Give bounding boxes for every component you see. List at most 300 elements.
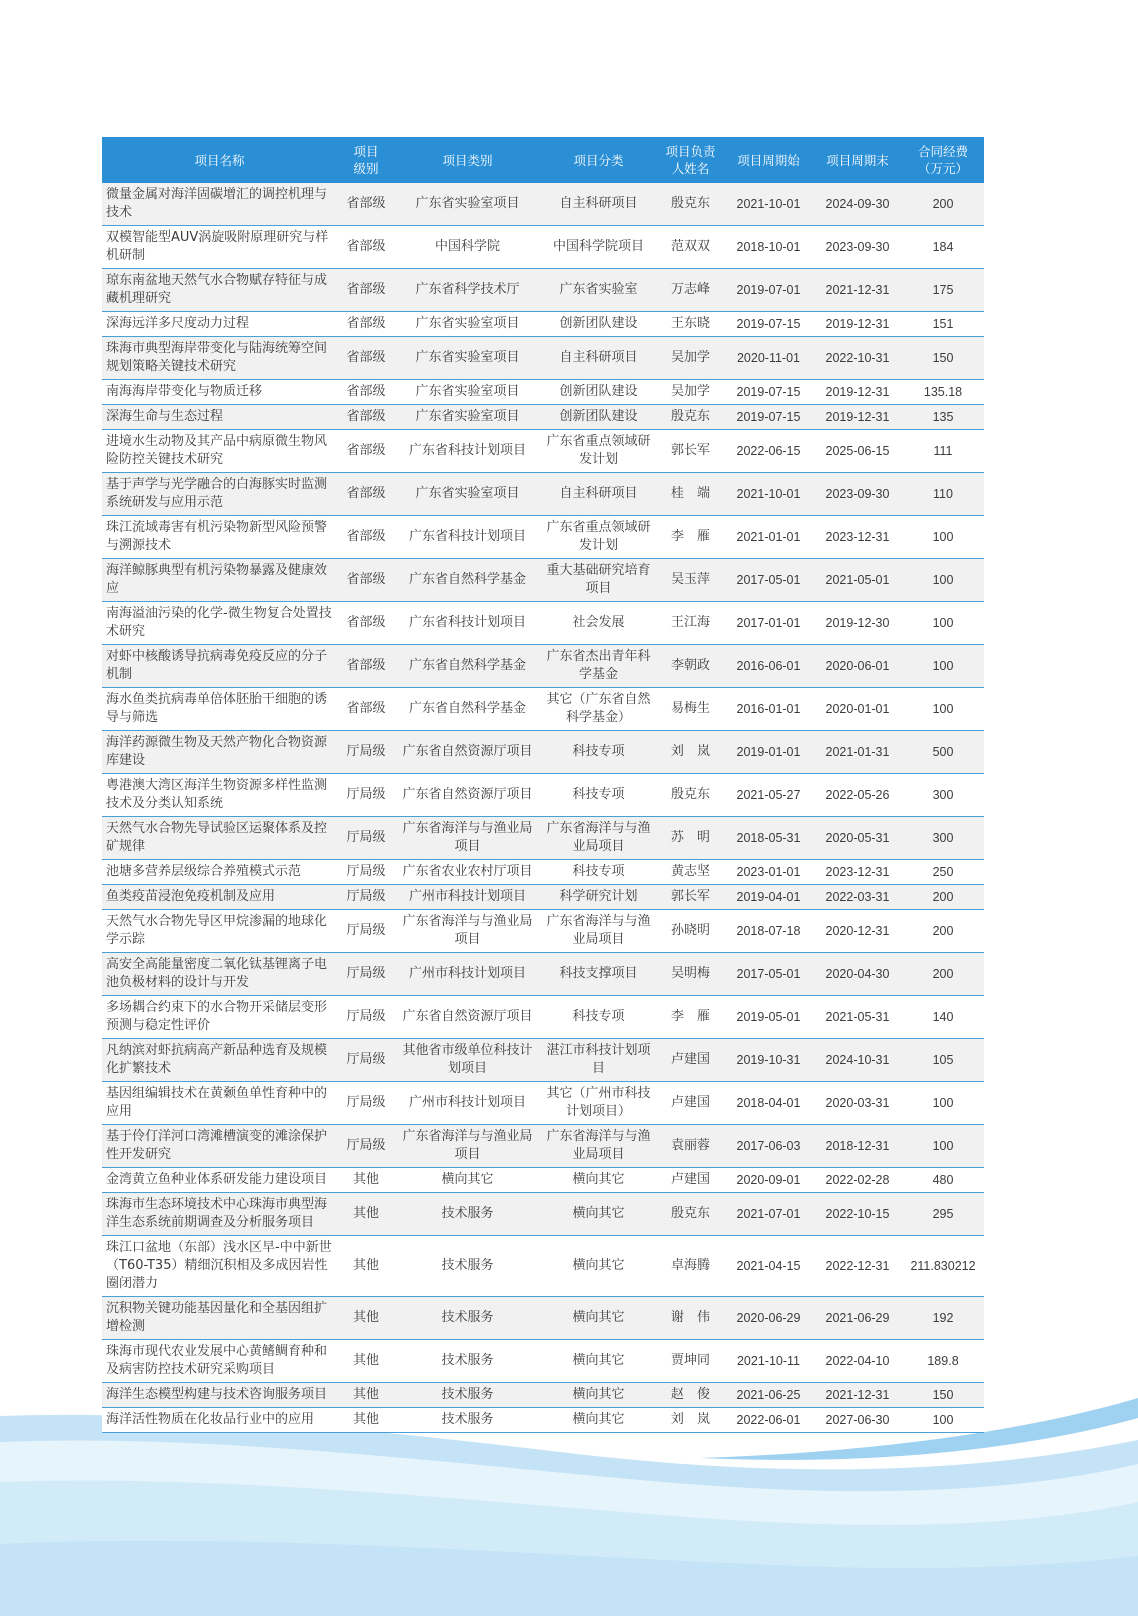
project-name-cell: 基于声学与光学融合的白海豚实时监测系统研发与应用示范 bbox=[102, 473, 337, 516]
project-name-cell: 沉积物关键功能基因量化和全基因组扩增检测 bbox=[102, 1297, 337, 1340]
period-start-cell: 2020-11-01 bbox=[724, 337, 813, 380]
project-name-cell: 珠江口盆地（东部）浅水区早-中中新世（T60-T35）精细沉积相及多成因岩性圈闭潜力 bbox=[102, 1236, 337, 1297]
header-period-start bbox=[724, 137, 813, 183]
project-name-cell: 双模智能型AUV涡旋吸附原理研究与样机研制 bbox=[102, 226, 337, 269]
project-leader-cell: 卢建国 bbox=[657, 1082, 724, 1125]
project-type-cell: 广东省自然资源厅项目 bbox=[395, 774, 540, 817]
header-label-line: 合同经费 bbox=[917, 144, 968, 159]
period-start-cell: 2018-05-31 bbox=[724, 817, 813, 860]
contract-funding-cell: 480 bbox=[902, 1168, 984, 1193]
period-start-cell: 2021-10-01 bbox=[724, 473, 813, 516]
period-start-cell: 2019-10-31 bbox=[724, 1039, 813, 1082]
project-leader-cell: 黄志坚 bbox=[657, 860, 724, 885]
project-name-cell: 天然气水合物先导区甲烷渗漏的地球化学示踪 bbox=[102, 910, 337, 953]
header-row bbox=[102, 137, 984, 183]
period-start-cell: 2018-04-01 bbox=[724, 1082, 813, 1125]
project-leader-cell: 孙晓明 bbox=[657, 910, 724, 953]
project-name-cell: 天然气水合物先导试验区运聚体系及控矿规律 bbox=[102, 817, 337, 860]
project-name-cell: 凡纳滨对虾抗病高产新品种选育及规模化扩繁技术 bbox=[102, 1039, 337, 1082]
period-start-cell: 2021-10-11 bbox=[724, 1340, 813, 1383]
table-row bbox=[102, 516, 984, 559]
project-level-cell: 省部级 bbox=[337, 380, 395, 405]
period-end-cell: 2019-12-31 bbox=[813, 405, 902, 430]
contract-funding-cell: 211.830212 bbox=[902, 1236, 984, 1297]
period-start-cell: 2017-05-01 bbox=[724, 559, 813, 602]
project-leader-cell: 谢 伟 bbox=[657, 1297, 724, 1340]
project-category-cell: 重大基础研究培育项目 bbox=[540, 559, 657, 602]
project-level-cell: 厅局级 bbox=[337, 774, 395, 817]
project-leader-cell: 王江海 bbox=[657, 602, 724, 645]
project-category-cell: 科学研究计划 bbox=[540, 885, 657, 910]
project-type-cell: 中国科学院 bbox=[395, 226, 540, 269]
header-project-type bbox=[395, 137, 540, 183]
contract-funding-cell: 140 bbox=[902, 996, 984, 1039]
project-category-cell: 广东省海洋与与渔业局项目 bbox=[540, 910, 657, 953]
table-row bbox=[102, 269, 984, 312]
project-category-cell: 湛江市科技计划项目 bbox=[540, 1039, 657, 1082]
period-end-cell: 2019-12-31 bbox=[813, 312, 902, 337]
project-level-cell: 其他 bbox=[337, 1297, 395, 1340]
period-end-cell: 2019-12-31 bbox=[813, 380, 902, 405]
project-category-cell: 广东省实验室 bbox=[540, 269, 657, 312]
period-start-cell: 2016-01-01 bbox=[724, 688, 813, 731]
project-type-cell: 技术服务 bbox=[395, 1408, 540, 1433]
project-category-cell: 其它（广东省自然科学基金） bbox=[540, 688, 657, 731]
project-category-cell: 自主科研项目 bbox=[540, 337, 657, 380]
project-name-cell: 对虾中核酸诱导抗病毒免疫反应的分子机制 bbox=[102, 645, 337, 688]
project-category-cell: 横向其它 bbox=[540, 1193, 657, 1236]
project-name-cell: 琼东南盆地天然气水合物赋存特征与成藏机理研究 bbox=[102, 269, 337, 312]
project-name-cell: 基于伶仃洋河口湾滩槽演变的滩涂保护性开发研究 bbox=[102, 1125, 337, 1168]
project-leader-cell: 桂 端 bbox=[657, 473, 724, 516]
project-leader-cell: 易梅生 bbox=[657, 688, 724, 731]
project-type-cell: 广东省自然科学基金 bbox=[395, 559, 540, 602]
period-end-cell: 2022-10-31 bbox=[813, 337, 902, 380]
project-category-cell: 广东省重点领域研发计划 bbox=[540, 430, 657, 473]
project-type-cell: 广州市科技计划项目 bbox=[395, 953, 540, 996]
project-level-cell: 厅局级 bbox=[337, 1039, 395, 1082]
table-row bbox=[102, 312, 984, 337]
contract-funding-cell: 135 bbox=[902, 405, 984, 430]
period-start-cell: 2019-07-15 bbox=[724, 405, 813, 430]
header-label-line: 项目周期始 bbox=[737, 152, 800, 168]
project-type-cell: 其他省市级单位科技计划项目 bbox=[395, 1039, 540, 1082]
period-start-cell: 2019-07-01 bbox=[724, 269, 813, 312]
project-level-cell: 省部级 bbox=[337, 602, 395, 645]
project-level-cell: 省部级 bbox=[337, 337, 395, 380]
project-name-cell: 珠江流域毒害有机污染物新型风险预警与溯源技术 bbox=[102, 516, 337, 559]
header-label-line: 项目类别 bbox=[442, 152, 493, 168]
project-type-cell: 广东省科学技术厅 bbox=[395, 269, 540, 312]
project-category-cell: 科技专项 bbox=[540, 860, 657, 885]
project-type-cell: 广东省农业农村厅项目 bbox=[395, 860, 540, 885]
project-type-cell: 广东省自然资源厅项目 bbox=[395, 731, 540, 774]
table-row bbox=[102, 183, 984, 226]
period-end-cell: 2023-12-31 bbox=[813, 860, 902, 885]
project-level-cell: 其他 bbox=[337, 1340, 395, 1383]
project-name-cell: 珠海市现代农业发展中心黄鳍鲷育种和及病害防控技术研究采购项目 bbox=[102, 1340, 337, 1383]
period-end-cell: 2021-05-01 bbox=[813, 559, 902, 602]
contract-funding-cell: 300 bbox=[902, 817, 984, 860]
project-name-cell: 鱼类疫苗浸泡免疫机制及应用 bbox=[102, 885, 337, 910]
project-name-cell: 高安全高能量密度二氧化钛基锂离子电池负极材料的设计与开发 bbox=[102, 953, 337, 996]
contract-funding-cell: 111 bbox=[902, 430, 984, 473]
contract-funding-cell: 100 bbox=[902, 602, 984, 645]
header-project-level bbox=[337, 137, 395, 183]
table-row bbox=[102, 774, 984, 817]
table-row bbox=[102, 817, 984, 860]
project-type-cell: 广东省实验室项目 bbox=[395, 337, 540, 380]
period-end-cell: 2022-03-31 bbox=[813, 885, 902, 910]
project-name-cell: 珠海市生态环境技术中心珠海市典型海洋生态系统前期调查及分析服务项目 bbox=[102, 1193, 337, 1236]
table-row bbox=[102, 860, 984, 885]
project-level-cell: 厅局级 bbox=[337, 1125, 395, 1168]
period-start-cell: 2019-05-01 bbox=[724, 996, 813, 1039]
header-project-category bbox=[540, 137, 657, 183]
project-category-cell: 科技专项 bbox=[540, 996, 657, 1039]
project-category-cell: 自主科研项目 bbox=[540, 183, 657, 226]
header-label-line: 项目 bbox=[353, 144, 379, 159]
project-category-cell: 横向其它 bbox=[540, 1236, 657, 1297]
project-leader-cell: 吴加学 bbox=[657, 380, 724, 405]
contract-funding-cell: 200 bbox=[902, 953, 984, 996]
contract-funding-cell: 175 bbox=[902, 269, 984, 312]
project-type-cell: 广东省科技计划项目 bbox=[395, 602, 540, 645]
project-name-cell: 微量金属对海洋固碳增汇的调控机理与技术 bbox=[102, 183, 337, 226]
projects-table-container bbox=[102, 137, 976, 1433]
contract-funding-cell: 100 bbox=[902, 1082, 984, 1125]
project-category-cell: 中国科学院项目 bbox=[540, 226, 657, 269]
period-end-cell: 2022-05-26 bbox=[813, 774, 902, 817]
table-row bbox=[102, 473, 984, 516]
table-row bbox=[102, 602, 984, 645]
project-type-cell: 广东省科技计划项目 bbox=[395, 516, 540, 559]
project-name-cell: 珠海市典型海岸带变化与陆海统筹空间规划策略关键技术研究 bbox=[102, 337, 337, 380]
project-level-cell: 省部级 bbox=[337, 516, 395, 559]
project-name-cell: 金湾黄立鱼种业体系研发能力建设项目 bbox=[102, 1168, 337, 1193]
project-level-cell: 厅局级 bbox=[337, 1082, 395, 1125]
period-end-cell: 2025-06-15 bbox=[813, 430, 902, 473]
table-row bbox=[102, 1340, 984, 1383]
contract-funding-cell: 100 bbox=[902, 645, 984, 688]
period-end-cell: 2021-12-31 bbox=[813, 269, 902, 312]
project-name-cell: 海洋生态模型构建与技术咨询服务项目 bbox=[102, 1383, 337, 1408]
project-name-cell: 多场耦合约束下的水合物开采储层变形预测与稳定性评价 bbox=[102, 996, 337, 1039]
project-leader-cell: 吴玉萍 bbox=[657, 559, 724, 602]
header-project-name bbox=[102, 137, 337, 183]
period-start-cell: 2022-06-01 bbox=[724, 1408, 813, 1433]
period-start-cell: 2021-04-15 bbox=[724, 1236, 813, 1297]
project-leader-cell: 刘 岚 bbox=[657, 731, 724, 774]
contract-funding-cell: 295 bbox=[902, 1193, 984, 1236]
header-label-line: 项目名称 bbox=[194, 152, 245, 168]
period-end-cell: 2019-12-30 bbox=[813, 602, 902, 645]
project-type-cell: 广东省实验室项目 bbox=[395, 183, 540, 226]
period-end-cell: 2022-10-15 bbox=[813, 1193, 902, 1236]
project-leader-cell: 殷克东 bbox=[657, 405, 724, 430]
period-end-cell: 2024-09-30 bbox=[813, 183, 902, 226]
project-level-cell: 厅局级 bbox=[337, 885, 395, 910]
contract-funding-cell: 189.8 bbox=[902, 1340, 984, 1383]
project-level-cell: 厅局级 bbox=[337, 910, 395, 953]
project-type-cell: 广东省科技计划项目 bbox=[395, 430, 540, 473]
table-row bbox=[102, 1125, 984, 1168]
project-level-cell: 厅局级 bbox=[337, 731, 395, 774]
project-leader-cell: 万志峰 bbox=[657, 269, 724, 312]
project-type-cell: 广东省实验室项目 bbox=[395, 473, 540, 516]
project-level-cell: 其他 bbox=[337, 1168, 395, 1193]
contract-funding-cell: 200 bbox=[902, 183, 984, 226]
period-end-cell: 2023-09-30 bbox=[813, 473, 902, 516]
project-name-cell: 基因组编辑技术在黄颡鱼单性育种中的应用 bbox=[102, 1082, 337, 1125]
project-level-cell: 省部级 bbox=[337, 688, 395, 731]
period-start-cell: 2021-07-01 bbox=[724, 1193, 813, 1236]
period-end-cell: 2020-05-31 bbox=[813, 817, 902, 860]
table-row bbox=[102, 688, 984, 731]
project-category-cell: 广东省海洋与与渔业局项目 bbox=[540, 817, 657, 860]
table-body bbox=[102, 183, 984, 1433]
period-end-cell: 2021-12-31 bbox=[813, 1383, 902, 1408]
period-start-cell: 2021-01-01 bbox=[724, 516, 813, 559]
table-row bbox=[102, 430, 984, 473]
contract-funding-cell: 100 bbox=[902, 1125, 984, 1168]
project-name-cell: 进境水生动物及其产品中病原微生物风险防控关键技术研究 bbox=[102, 430, 337, 473]
period-end-cell: 2022-04-10 bbox=[813, 1340, 902, 1383]
table-row bbox=[102, 1039, 984, 1082]
project-level-cell: 省部级 bbox=[337, 473, 395, 516]
project-type-cell: 广州市科技计划项目 bbox=[395, 885, 540, 910]
header-label-line: 级别 bbox=[353, 161, 379, 176]
project-level-cell: 其他 bbox=[337, 1236, 395, 1297]
header-project-leader bbox=[657, 137, 724, 183]
project-name-cell: 南海溢油污染的化学-微生物复合处置技术研究 bbox=[102, 602, 337, 645]
period-end-cell: 2027-06-30 bbox=[813, 1408, 902, 1433]
project-category-cell: 广东省海洋与与渔业局项目 bbox=[540, 1125, 657, 1168]
period-start-cell: 2019-04-01 bbox=[724, 885, 813, 910]
header-label-line: 项目分类 bbox=[573, 152, 624, 168]
project-leader-cell: 郭长军 bbox=[657, 430, 724, 473]
project-leader-cell: 吴加学 bbox=[657, 337, 724, 380]
period-start-cell: 2021-06-25 bbox=[724, 1383, 813, 1408]
project-level-cell: 厅局级 bbox=[337, 996, 395, 1039]
header-label-line: 项目周期末 bbox=[826, 152, 889, 168]
project-leader-cell: 王东晓 bbox=[657, 312, 724, 337]
project-name-cell: 深海远洋多尺度动力过程 bbox=[102, 312, 337, 337]
project-level-cell: 省部级 bbox=[337, 269, 395, 312]
period-start-cell: 2017-01-01 bbox=[724, 602, 813, 645]
project-category-cell: 横向其它 bbox=[540, 1383, 657, 1408]
period-start-cell: 2016-06-01 bbox=[724, 645, 813, 688]
project-category-cell: 广东省重点领域研发计划 bbox=[540, 516, 657, 559]
contract-funding-cell: 100 bbox=[902, 1408, 984, 1433]
project-type-cell: 广东省自然科学基金 bbox=[395, 688, 540, 731]
project-leader-cell: 赵 俊 bbox=[657, 1383, 724, 1408]
contract-funding-cell: 135.18 bbox=[902, 380, 984, 405]
project-leader-cell: 卢建国 bbox=[657, 1039, 724, 1082]
period-end-cell: 2022-02-28 bbox=[813, 1168, 902, 1193]
contract-funding-cell: 184 bbox=[902, 226, 984, 269]
project-level-cell: 厅局级 bbox=[337, 860, 395, 885]
project-level-cell: 省部级 bbox=[337, 405, 395, 430]
project-category-cell: 社会发展 bbox=[540, 602, 657, 645]
table-row bbox=[102, 559, 984, 602]
project-category-cell: 横向其它 bbox=[540, 1340, 657, 1383]
project-name-cell: 南海海岸带变化与物质迁移 bbox=[102, 380, 337, 405]
contract-funding-cell: 105 bbox=[902, 1039, 984, 1082]
project-leader-cell: 卓海腾 bbox=[657, 1236, 724, 1297]
project-type-cell: 广东省海洋与与渔业局项目 bbox=[395, 817, 540, 860]
period-end-cell: 2023-12-31 bbox=[813, 516, 902, 559]
project-type-cell: 横向其它 bbox=[395, 1168, 540, 1193]
header-label-line: （万元） bbox=[917, 161, 968, 176]
project-level-cell: 省部级 bbox=[337, 312, 395, 337]
project-leader-cell: 殷克东 bbox=[657, 183, 724, 226]
project-leader-cell: 李 雁 bbox=[657, 516, 724, 559]
table-row bbox=[102, 1408, 984, 1433]
period-end-cell: 2020-01-01 bbox=[813, 688, 902, 731]
table-row bbox=[102, 1193, 984, 1236]
project-leader-cell: 刘 岚 bbox=[657, 1408, 724, 1433]
table-row bbox=[102, 405, 984, 430]
period-start-cell: 2017-06-03 bbox=[724, 1125, 813, 1168]
contract-funding-cell: 151 bbox=[902, 312, 984, 337]
project-category-cell: 创新团队建设 bbox=[540, 312, 657, 337]
period-start-cell: 2018-10-01 bbox=[724, 226, 813, 269]
project-name-cell: 深海生命与生态过程 bbox=[102, 405, 337, 430]
project-leader-cell: 殷克东 bbox=[657, 774, 724, 817]
table-row bbox=[102, 953, 984, 996]
project-category-cell: 科技专项 bbox=[540, 731, 657, 774]
project-level-cell: 省部级 bbox=[337, 226, 395, 269]
table-row bbox=[102, 731, 984, 774]
projects-table bbox=[102, 137, 984, 1433]
project-category-cell: 横向其它 bbox=[540, 1297, 657, 1340]
period-end-cell: 2020-12-31 bbox=[813, 910, 902, 953]
project-category-cell: 创新团队建设 bbox=[540, 405, 657, 430]
header-label-line: 项目负责 bbox=[665, 144, 716, 159]
project-level-cell: 省部级 bbox=[337, 645, 395, 688]
project-level-cell: 省部级 bbox=[337, 430, 395, 473]
period-start-cell: 2022-06-15 bbox=[724, 430, 813, 473]
contract-funding-cell: 250 bbox=[902, 860, 984, 885]
project-name-cell: 海洋药源微生物及天然产物化合物资源库建设 bbox=[102, 731, 337, 774]
table-row bbox=[102, 1236, 984, 1297]
header-period-end bbox=[813, 137, 902, 183]
project-level-cell: 省部级 bbox=[337, 559, 395, 602]
project-type-cell: 技术服务 bbox=[395, 1297, 540, 1340]
project-type-cell: 广东省海洋与与渔业局项目 bbox=[395, 1125, 540, 1168]
project-type-cell: 广东省实验室项目 bbox=[395, 380, 540, 405]
table-header bbox=[102, 137, 984, 183]
project-name-cell: 池塘多营养层级综合养殖模式示范 bbox=[102, 860, 337, 885]
contract-funding-cell: 200 bbox=[902, 910, 984, 953]
project-type-cell: 技术服务 bbox=[395, 1193, 540, 1236]
project-type-cell: 广东省自然资源厅项目 bbox=[395, 996, 540, 1039]
contract-funding-cell: 300 bbox=[902, 774, 984, 817]
project-level-cell: 厅局级 bbox=[337, 817, 395, 860]
table-row bbox=[102, 380, 984, 405]
period-end-cell: 2024-10-31 bbox=[813, 1039, 902, 1082]
project-leader-cell: 苏 明 bbox=[657, 817, 724, 860]
project-category-cell: 自主科研项目 bbox=[540, 473, 657, 516]
period-start-cell: 2023-01-01 bbox=[724, 860, 813, 885]
project-type-cell: 广东省自然科学基金 bbox=[395, 645, 540, 688]
contract-funding-cell: 100 bbox=[902, 559, 984, 602]
project-level-cell: 厅局级 bbox=[337, 953, 395, 996]
header-label-line: 人姓名 bbox=[671, 161, 710, 176]
table-row bbox=[102, 1168, 984, 1193]
period-end-cell: 2021-06-29 bbox=[813, 1297, 902, 1340]
project-type-cell: 技术服务 bbox=[395, 1340, 540, 1383]
project-leader-cell: 范双双 bbox=[657, 226, 724, 269]
project-category-cell: 创新团队建设 bbox=[540, 380, 657, 405]
project-category-cell: 科技专项 bbox=[540, 774, 657, 817]
project-leader-cell: 李 雁 bbox=[657, 996, 724, 1039]
period-end-cell: 2018-12-31 bbox=[813, 1125, 902, 1168]
table-row bbox=[102, 910, 984, 953]
header-contract-funding bbox=[902, 137, 984, 183]
project-category-cell: 横向其它 bbox=[540, 1408, 657, 1433]
period-start-cell: 2021-10-01 bbox=[724, 183, 813, 226]
period-end-cell: 2023-09-30 bbox=[813, 226, 902, 269]
period-start-cell: 2020-06-29 bbox=[724, 1297, 813, 1340]
project-type-cell: 广东省海洋与与渔业局项目 bbox=[395, 910, 540, 953]
project-leader-cell: 贾坤同 bbox=[657, 1340, 724, 1383]
project-level-cell: 省部级 bbox=[337, 183, 395, 226]
table-row bbox=[102, 337, 984, 380]
period-end-cell: 2022-12-31 bbox=[813, 1236, 902, 1297]
table-row bbox=[102, 1082, 984, 1125]
project-type-cell: 广东省实验室项目 bbox=[395, 405, 540, 430]
period-end-cell: 2020-06-01 bbox=[813, 645, 902, 688]
period-start-cell: 2019-01-01 bbox=[724, 731, 813, 774]
project-type-cell: 广东省实验室项目 bbox=[395, 312, 540, 337]
project-name-cell: 粤港澳大湾区海洋生物资源多样性监测技术及分类认知系统 bbox=[102, 774, 337, 817]
period-start-cell: 2019-07-15 bbox=[724, 312, 813, 337]
period-start-cell: 2021-05-27 bbox=[724, 774, 813, 817]
table-row bbox=[102, 1297, 984, 1340]
project-level-cell: 其他 bbox=[337, 1383, 395, 1408]
project-type-cell: 技术服务 bbox=[395, 1383, 540, 1408]
project-name-cell: 海洋活性物质在化妆品行业中的应用 bbox=[102, 1408, 337, 1433]
table-row bbox=[102, 226, 984, 269]
project-name-cell: 海洋鲸豚典型有机污染物暴露及健康效应 bbox=[102, 559, 337, 602]
contract-funding-cell: 192 bbox=[902, 1297, 984, 1340]
contract-funding-cell: 200 bbox=[902, 885, 984, 910]
project-level-cell: 其他 bbox=[337, 1408, 395, 1433]
project-category-cell: 横向其它 bbox=[540, 1168, 657, 1193]
project-category-cell: 其它（广州市科技计划项目） bbox=[540, 1082, 657, 1125]
period-start-cell: 2017-05-01 bbox=[724, 953, 813, 996]
period-start-cell: 2020-09-01 bbox=[724, 1168, 813, 1193]
period-end-cell: 2020-04-30 bbox=[813, 953, 902, 996]
project-level-cell: 其他 bbox=[337, 1193, 395, 1236]
contract-funding-cell: 150 bbox=[902, 337, 984, 380]
period-end-cell: 2021-05-31 bbox=[813, 996, 902, 1039]
project-type-cell: 技术服务 bbox=[395, 1236, 540, 1297]
contract-funding-cell: 150 bbox=[902, 1383, 984, 1408]
period-start-cell: 2018-07-18 bbox=[724, 910, 813, 953]
project-leader-cell: 殷克东 bbox=[657, 1193, 724, 1236]
project-category-cell: 科技支撑项目 bbox=[540, 953, 657, 996]
project-name-cell: 海水鱼类抗病毒单倍体胚胎干细胞的诱导与筛选 bbox=[102, 688, 337, 731]
contract-funding-cell: 100 bbox=[902, 516, 984, 559]
project-leader-cell: 李朝政 bbox=[657, 645, 724, 688]
period-end-cell: 2021-01-31 bbox=[813, 731, 902, 774]
contract-funding-cell: 110 bbox=[902, 473, 984, 516]
project-leader-cell: 郭长军 bbox=[657, 885, 724, 910]
project-category-cell: 广东省杰出青年科学基金 bbox=[540, 645, 657, 688]
